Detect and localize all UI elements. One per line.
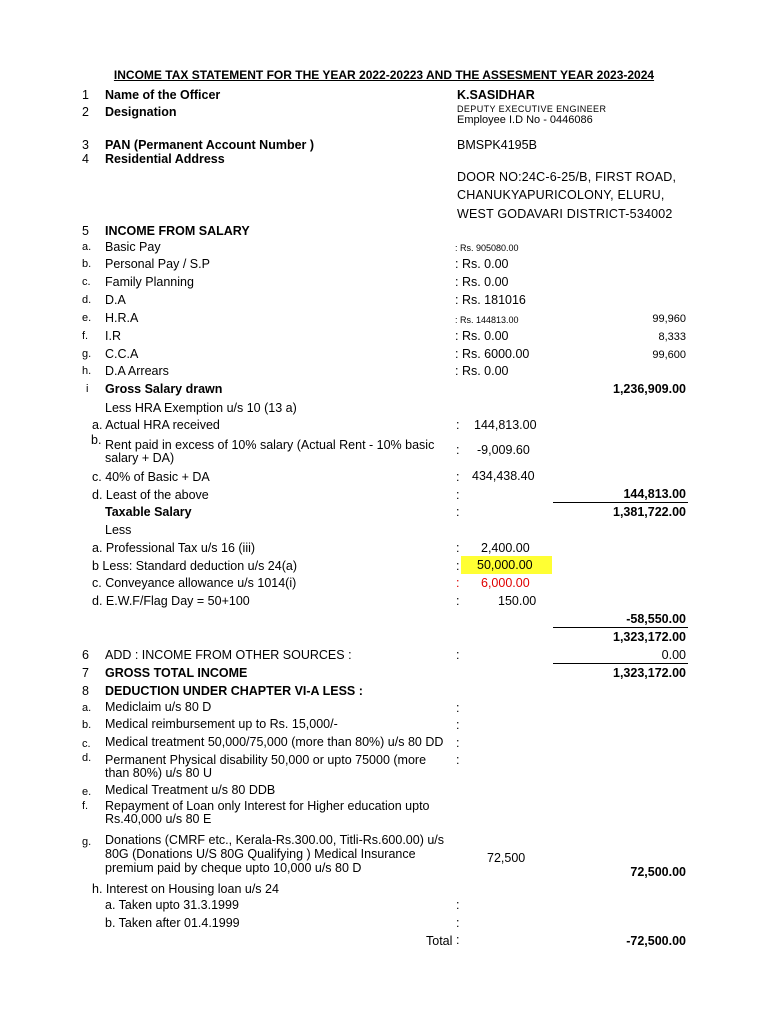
family-planning-label: Family Planning (105, 275, 194, 289)
donations-label: Donations (CMRF etc., Kerala-Rs.300.00, Titli-Rs.600.00) u/s (105, 833, 445, 847)
designation-label: Designation (105, 105, 177, 119)
medical-treatment-label: Medical treatment 50,000/75,000 (more than 80%) u/s 80 DD (105, 735, 444, 749)
da-label: D.A (105, 293, 126, 307)
row-number: 7 (82, 666, 89, 680)
hra-label: H.R.A (105, 311, 139, 325)
less-total: -58,550.00 (626, 612, 686, 626)
row-number: 8 (82, 684, 89, 698)
officer-name: K.SASIDHAR (457, 88, 535, 102)
disability-label: than 80%) u/s 80 U (105, 766, 213, 780)
address-line: DOOR NO:24C-6-25/B, FIRST ROAD, (457, 170, 677, 184)
item-letter: e. (82, 312, 92, 324)
address-line: CHANUKYAPURICOLONY, ELURU, (457, 188, 665, 202)
pan-value: BMSPK4195B (457, 138, 537, 152)
forty-percent-value: 434,438.40 (472, 469, 535, 483)
item-letter: e. (82, 786, 92, 798)
officer-name-label: Name of the Officer (105, 88, 221, 102)
education-loan-label: Repayment of Loan only Interest for Higher education upto (105, 799, 430, 813)
employee-id: Employee I.D No - 0446086 (457, 114, 593, 126)
gross-salary-label: Gross Salary drawn (105, 382, 223, 396)
standard-deduction-label: b Less: Standard deduction u/s 24(a) (92, 559, 297, 573)
item-letter: d. (82, 294, 92, 306)
personal-pay-label: Personal Pay / S.P (105, 257, 210, 271)
colon: : (456, 916, 460, 930)
side-figure: 99,600 (652, 349, 686, 361)
cca-value: : Rs. 6000.00 (455, 347, 530, 361)
item-letter: b. (82, 258, 92, 270)
ir-value: : Rs. 0.00 (455, 329, 509, 343)
rent-paid-label: Rent paid in excess of 10% salary (Actual Rent - 10% basic (105, 438, 435, 452)
hra-exemption-heading: Less HRA Exemption u/s 10 (13 a) (105, 401, 297, 415)
row-number: 2 (82, 105, 89, 119)
colon: : (456, 648, 460, 662)
housing-loan-label: h. Interest on Housing loan u/s 24 (92, 882, 279, 896)
colon: : (456, 736, 460, 750)
side-figure: 99,960 (652, 313, 686, 325)
da-value: : Rs. 181016 (455, 293, 526, 307)
statement-title: INCOME TAX STATEMENT FOR THE YEAR 2022-20223 AND THE ASSESMENT YEAR 2023-2024 (113, 68, 655, 82)
donations-value: 72,500 (487, 851, 526, 865)
salary-heading: INCOME FROM SALARY (105, 224, 250, 238)
actual-hra-value: 144,813.00 (474, 418, 537, 432)
conveyance-label: c. Conveyance allowance u/s 1014(i) (92, 576, 297, 590)
basic-pay-value: : Rs. 905080.00 (455, 243, 519, 253)
row-number: 5 (82, 224, 89, 238)
disability-label: Permanent Physical disability 50,000 or upto 75000 (more (105, 753, 427, 767)
taxable-salary-value: 1,381,722.00 (613, 505, 686, 519)
deduction-heading: DEDUCTION UNDER CHAPTER VI-A LESS : (105, 684, 363, 698)
total-rule (553, 663, 688, 664)
ddb-label: Medical Treatment u/s 80 DDB (105, 783, 276, 797)
total-rule (553, 627, 688, 628)
education-loan-label: Rs.40,000 u/s 80 E (105, 812, 212, 826)
standard-deduction-value: 50,000.00 (477, 558, 533, 572)
gross-total-income-label: GROSS TOTAL INCOME (105, 666, 248, 680)
forty-percent-label: c. 40% of Basic + DA (92, 470, 210, 484)
address-label: Residential Address (105, 152, 225, 166)
item-letter: a. (82, 241, 92, 253)
other-income-value: 0.00 (661, 648, 686, 662)
row-number: 4 (82, 152, 89, 166)
item-letter: b. (91, 433, 102, 447)
item-letter: g. (82, 348, 92, 360)
item-letter: c. (82, 738, 91, 750)
hra-value: : Rs. 144813.00 (455, 315, 519, 325)
donations-label: premium paid by cheque upto 10,000 u/s 80 D (105, 861, 362, 875)
ir-label: I.R (105, 329, 121, 343)
donations-label: 80G (Donations U/S 80G Qualifying ) Medical Insurance (105, 847, 416, 861)
actual-hra-label: a. Actual HRA received (92, 418, 220, 432)
medical-reimbursement-label: Medical reimbursement up to Rs. 15,000/- (105, 717, 338, 731)
colon: : (456, 701, 460, 715)
rent-paid-value: -9,009.60 (477, 443, 530, 457)
total-rule (553, 502, 688, 503)
side-figure: 8,333 (658, 331, 686, 343)
item-letter: b. (82, 719, 92, 731)
rent-paid-label: salary + DA) (105, 451, 175, 465)
colon: : (456, 443, 460, 457)
basic-pay-label: Basic Pay (105, 240, 161, 254)
colon: : (456, 594, 460, 608)
donations-total: 72,500.00 (630, 865, 686, 879)
hra-exemption-value: 144,813.00 (623, 487, 686, 501)
colon: : (456, 418, 460, 432)
colon: : (456, 753, 460, 767)
subtotal: 1,323,172.00 (613, 630, 686, 644)
mediclaim-label: Mediclaim u/s 80 D (105, 700, 212, 714)
family-planning-value: : Rs. 0.00 (455, 275, 509, 289)
colon: : (456, 576, 460, 590)
da-arrears-value: : Rs. 0.00 (455, 364, 509, 378)
colon: : (456, 488, 460, 502)
row-number: 1 (82, 88, 89, 102)
item-letter: c. (82, 276, 91, 288)
professional-tax-value: 2,400.00 (481, 541, 530, 555)
pan-label: PAN (Permanent Account Number ) (105, 138, 315, 152)
row-number: 3 (82, 138, 89, 152)
ewf-label: d. E.W.F/Flag Day = 50+100 (92, 594, 250, 608)
address-line: WEST GODAVARI DISTRICT-534002 (457, 207, 673, 221)
ewf-value: 150.00 (498, 594, 537, 608)
total-label: Total (426, 934, 453, 948)
colon: : (456, 898, 460, 912)
colon: : (456, 718, 460, 732)
colon: : (456, 559, 460, 573)
item-letter: h. (82, 365, 92, 377)
gross-salary-value: 1,236,909.00 (613, 382, 686, 396)
deduction-total-value: -72,500.00 (626, 934, 686, 948)
less-heading: Less (105, 523, 132, 537)
item-letter: f. (82, 800, 89, 812)
professional-tax-label: a. Professional Tax u/s 16 (iii) (92, 541, 256, 555)
colon: : (456, 933, 460, 947)
item-letter: i (86, 383, 89, 395)
row-number: 6 (82, 648, 89, 662)
colon: : (456, 541, 460, 555)
conveyance-value: 6,000.00 (481, 576, 530, 590)
item-letter: g. (82, 836, 92, 848)
item-letter: f. (82, 330, 89, 342)
taxable-salary-label: Taxable Salary (105, 505, 192, 519)
housing-loan-after-label: b. Taken after 01.4.1999 (105, 916, 240, 930)
item-letter: d. (82, 752, 92, 764)
colon: : (456, 505, 460, 519)
designation-value: DEPUTY EXECUTIVE ENGINEER (457, 104, 607, 114)
least-label: d. Least of the above (92, 488, 209, 502)
gross-total-income-value: 1,323,172.00 (613, 666, 686, 680)
item-letter: a. (82, 702, 92, 714)
personal-pay-value: : Rs. 0.00 (455, 257, 509, 271)
housing-loan-before-label: a. Taken upto 31.3.1999 (105, 898, 239, 912)
colon: : (456, 470, 460, 484)
da-arrears-label: D.A Arrears (105, 364, 169, 378)
other-income-label: ADD : INCOME FROM OTHER SOURCES : (105, 648, 352, 662)
cca-label: C.C.A (105, 347, 139, 361)
